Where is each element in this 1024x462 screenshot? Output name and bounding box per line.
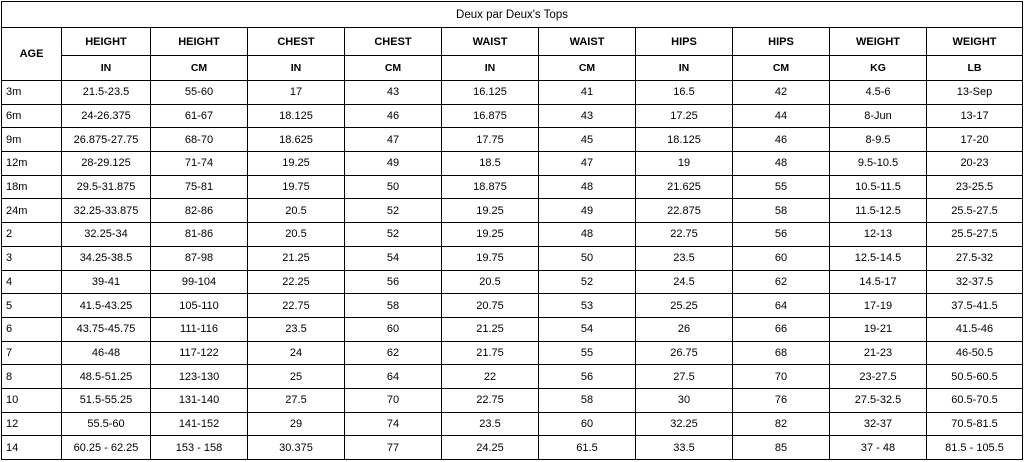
cell-age: 4 xyxy=(2,270,62,294)
cell-height-cm: 111-116 xyxy=(151,317,248,341)
table-row xyxy=(2,388,1023,412)
cell-weight-kg: 37 - 48 xyxy=(830,436,927,460)
cell-weight-kg: 8-9.5 xyxy=(830,128,927,152)
cell-hips-in: 23.5 xyxy=(636,246,733,270)
table-row xyxy=(2,270,1023,294)
table-row xyxy=(2,81,1023,105)
table-row xyxy=(2,294,1023,318)
cell-chest-cm: 56 xyxy=(345,270,442,294)
cell-waist-in: 19.25 xyxy=(442,223,539,247)
cell-waist-cm: 56 xyxy=(539,365,636,389)
cell-chest-cm: 70 xyxy=(345,388,442,412)
cell-chest-in: 29 xyxy=(248,412,345,436)
cell-chest-cm: 52 xyxy=(345,199,442,223)
header-label-weight-kg: WEIGHT xyxy=(830,28,927,56)
cell-weight-lb: 32-37.5 xyxy=(927,270,1023,294)
cell-weight-lb: 37.5-41.5 xyxy=(927,294,1023,318)
header-label-waist-cm: WAIST xyxy=(539,28,636,56)
size-rows xyxy=(2,81,1023,460)
title-row xyxy=(2,2,1023,28)
table-row xyxy=(2,152,1023,176)
cell-chest-cm: 64 xyxy=(345,365,442,389)
cell-hips-cm: 62 xyxy=(733,270,830,294)
cell-hips-cm: 82 xyxy=(733,412,830,436)
cell-weight-kg: 12.5-14.5 xyxy=(830,246,927,270)
cell-height-cm: 153 - 158 xyxy=(151,436,248,460)
cell-hips-in: 32.25 xyxy=(636,412,733,436)
cell-age: 10 xyxy=(2,388,62,412)
cell-waist-cm: 61.5 xyxy=(539,436,636,460)
cell-weight-kg: 27.5-32.5 xyxy=(830,388,927,412)
cell-waist-in: 16.875 xyxy=(442,104,539,128)
cell-chest-in: 22.25 xyxy=(248,270,345,294)
header-label-height-in: HEIGHT xyxy=(62,28,151,56)
cell-chest-in: 17 xyxy=(248,81,345,105)
header-unit-chest-cm: CM xyxy=(345,56,442,81)
cell-chest-in: 20.5 xyxy=(248,223,345,247)
cell-waist-in: 18.5 xyxy=(442,152,539,176)
cell-waist-cm: 50 xyxy=(539,246,636,270)
cell-height-cm: 123-130 xyxy=(151,365,248,389)
cell-hips-in: 18.125 xyxy=(636,128,733,152)
header-unit-hips-in: IN xyxy=(636,56,733,81)
cell-height-cm: 141-152 xyxy=(151,412,248,436)
header-label-height-cm: HEIGHT xyxy=(151,28,248,56)
cell-height-in: 32.25-33.875 xyxy=(62,199,151,223)
cell-waist-cm: 58 xyxy=(539,388,636,412)
table-row xyxy=(2,412,1023,436)
header-unit-waist-in: IN xyxy=(442,56,539,81)
cell-hips-in: 17.25 xyxy=(636,104,733,128)
cell-hips-in: 24.5 xyxy=(636,270,733,294)
table-row xyxy=(2,104,1023,128)
cell-hips-cm: 70 xyxy=(733,365,830,389)
header-label-hips-in: HIPS xyxy=(636,28,733,56)
cell-weight-kg: 4.5-6 xyxy=(830,81,927,105)
header-unit-hips-cm: CM xyxy=(733,56,830,81)
cell-waist-cm: 48 xyxy=(539,223,636,247)
cell-weight-lb: 41.5-46 xyxy=(927,317,1023,341)
cell-chest-cm: 60 xyxy=(345,317,442,341)
cell-hips-cm: 55 xyxy=(733,175,830,199)
cell-weight-lb: 25.5-27.5 xyxy=(927,223,1023,247)
header-unit-height-in: IN xyxy=(62,56,151,81)
cell-hips-cm: 66 xyxy=(733,317,830,341)
cell-waist-cm: 48 xyxy=(539,175,636,199)
table-row xyxy=(2,128,1023,152)
table-row xyxy=(2,175,1023,199)
header-label-chest-in: CHEST xyxy=(248,28,345,56)
table-row xyxy=(2,223,1023,247)
cell-age: 9m xyxy=(2,128,62,152)
cell-height-cm: 61-67 xyxy=(151,104,248,128)
cell-height-in: 29.5-31.875 xyxy=(62,175,151,199)
cell-weight-lb: 13-17 xyxy=(927,104,1023,128)
header-unit-waist-cm: CM xyxy=(539,56,636,81)
cell-weight-kg: 14.5-17 xyxy=(830,270,927,294)
cell-waist-in: 19.25 xyxy=(442,199,539,223)
cell-height-cm: 68-70 xyxy=(151,128,248,152)
cell-age: 24m xyxy=(2,199,62,223)
header-unit-weight-lb: LB xyxy=(927,56,1023,81)
cell-height-cm: 117-122 xyxy=(151,341,248,365)
cell-weight-lb: 17-20 xyxy=(927,128,1023,152)
cell-hips-cm: 64 xyxy=(733,294,830,318)
cell-weight-lb: 70.5-81.5 xyxy=(927,412,1023,436)
cell-age: 3 xyxy=(2,246,62,270)
table-row xyxy=(2,199,1023,223)
cell-age: 12m xyxy=(2,152,62,176)
cell-chest-cm: 50 xyxy=(345,175,442,199)
cell-height-in: 34.25-38.5 xyxy=(62,246,151,270)
header-label-chest-cm: CHEST xyxy=(345,28,442,56)
table-row xyxy=(2,246,1023,270)
cell-hips-cm: 58 xyxy=(733,199,830,223)
cell-chest-in: 18.625 xyxy=(248,128,345,152)
cell-waist-in: 22.75 xyxy=(442,388,539,412)
cell-waist-in: 20.75 xyxy=(442,294,539,318)
cell-waist-in: 23.5 xyxy=(442,412,539,436)
cell-hips-cm: 56 xyxy=(733,223,830,247)
cell-chest-cm: 54 xyxy=(345,246,442,270)
cell-chest-in: 30.375 xyxy=(248,436,345,460)
cell-waist-cm: 54 xyxy=(539,317,636,341)
cell-hips-in: 21.625 xyxy=(636,175,733,199)
cell-height-in: 28-29.125 xyxy=(62,152,151,176)
cell-hips-in: 22.75 xyxy=(636,223,733,247)
cell-height-cm: 131-140 xyxy=(151,388,248,412)
cell-weight-kg: 19-21 xyxy=(830,317,927,341)
cell-chest-in: 21.25 xyxy=(248,246,345,270)
cell-waist-in: 21.25 xyxy=(442,317,539,341)
cell-weight-lb: 27.5-32 xyxy=(927,246,1023,270)
cell-hips-in: 16.5 xyxy=(636,81,733,105)
cell-age: 14 xyxy=(2,436,62,460)
cell-chest-cm: 46 xyxy=(345,104,442,128)
cell-height-in: 43.75-45.75 xyxy=(62,317,151,341)
cell-chest-in: 18.125 xyxy=(248,104,345,128)
cell-height-in: 60.25 - 62.25 xyxy=(62,436,151,460)
cell-weight-kg: 32-37 xyxy=(830,412,927,436)
cell-waist-in: 22 xyxy=(442,365,539,389)
cell-hips-in: 25.25 xyxy=(636,294,733,318)
cell-waist-cm: 45 xyxy=(539,128,636,152)
cell-weight-lb: 60.5-70.5 xyxy=(927,388,1023,412)
cell-hips-cm: 60 xyxy=(733,246,830,270)
cell-chest-in: 19.25 xyxy=(248,152,345,176)
cell-waist-in: 21.75 xyxy=(442,341,539,365)
cell-height-in: 24-26.375 xyxy=(62,104,151,128)
cell-height-cm: 105-110 xyxy=(151,294,248,318)
cell-weight-kg: 17-19 xyxy=(830,294,927,318)
cell-height-cm: 71-74 xyxy=(151,152,248,176)
cell-waist-in: 19.75 xyxy=(442,246,539,270)
table-row xyxy=(2,436,1023,460)
cell-height-in: 39-41 xyxy=(62,270,151,294)
cell-chest-in: 22.75 xyxy=(248,294,345,318)
cell-hips-in: 33.5 xyxy=(636,436,733,460)
cell-waist-cm: 52 xyxy=(539,270,636,294)
cell-hips-cm: 44 xyxy=(733,104,830,128)
table-row xyxy=(2,341,1023,365)
header-unit-chest-in: IN xyxy=(248,56,345,81)
cell-age: 18m xyxy=(2,175,62,199)
table-row xyxy=(2,317,1023,341)
cell-height-in: 48.5-51.25 xyxy=(62,365,151,389)
cell-waist-cm: 41 xyxy=(539,81,636,105)
cell-waist-in: 16.125 xyxy=(442,81,539,105)
cell-age: 3m xyxy=(2,81,62,105)
cell-chest-in: 23.5 xyxy=(248,317,345,341)
cell-weight-lb: 50.5-60.5 xyxy=(927,365,1023,389)
cell-height-cm: 81-86 xyxy=(151,223,248,247)
cell-weight-kg: 10.5-11.5 xyxy=(830,175,927,199)
cell-weight-lb: 46-50.5 xyxy=(927,341,1023,365)
cell-height-cm: 82-86 xyxy=(151,199,248,223)
cell-hips-cm: 76 xyxy=(733,388,830,412)
cell-height-in: 41.5-43.25 xyxy=(62,294,151,318)
table-row xyxy=(2,365,1023,389)
cell-age: 2 xyxy=(2,223,62,247)
cell-chest-in: 25 xyxy=(248,365,345,389)
cell-hips-in: 27.5 xyxy=(636,365,733,389)
cell-height-in: 21.5-23.5 xyxy=(62,81,151,105)
cell-waist-cm: 47 xyxy=(539,152,636,176)
cell-height-cm: 87-98 xyxy=(151,246,248,270)
cell-weight-kg: 11.5-12.5 xyxy=(830,199,927,223)
header-unit-weight-kg: KG xyxy=(830,56,927,81)
cell-hips-in: 19 xyxy=(636,152,733,176)
cell-chest-in: 24 xyxy=(248,341,345,365)
cell-age: 5 xyxy=(2,294,62,318)
cell-waist-cm: 55 xyxy=(539,341,636,365)
header-unit-height-cm: CM xyxy=(151,56,248,81)
cell-chest-cm: 62 xyxy=(345,341,442,365)
cell-waist-in: 18.875 xyxy=(442,175,539,199)
cell-weight-lb: 20-23 xyxy=(927,152,1023,176)
cell-age: 8 xyxy=(2,365,62,389)
cell-age: 7 xyxy=(2,341,62,365)
cell-hips-cm: 48 xyxy=(733,152,830,176)
size-chart-table xyxy=(1,1,1023,460)
cell-hips-cm: 68 xyxy=(733,341,830,365)
cell-height-cm: 75-81 xyxy=(151,175,248,199)
cell-chest-in: 27.5 xyxy=(248,388,345,412)
cell-chest-cm: 43 xyxy=(345,81,442,105)
cell-height-in: 51.5-55.25 xyxy=(62,388,151,412)
cell-weight-kg: 21-23 xyxy=(830,341,927,365)
cell-weight-kg: 9.5-10.5 xyxy=(830,152,927,176)
cell-chest-cm: 58 xyxy=(345,294,442,318)
age-header: AGE xyxy=(2,28,62,81)
cell-age: 12 xyxy=(2,412,62,436)
cell-hips-cm: 42 xyxy=(733,81,830,105)
cell-hips-in: 26 xyxy=(636,317,733,341)
cell-chest-cm: 74 xyxy=(345,412,442,436)
cell-chest-in: 20.5 xyxy=(248,199,345,223)
cell-weight-lb: 81.5 - 105.5 xyxy=(927,436,1023,460)
cell-weight-kg: 23-27.5 xyxy=(830,365,927,389)
cell-weight-kg: 8-Jun xyxy=(830,104,927,128)
cell-weight-lb: 23-25.5 xyxy=(927,175,1023,199)
cell-hips-in: 26.75 xyxy=(636,341,733,365)
cell-hips-cm: 46 xyxy=(733,128,830,152)
cell-chest-in: 19.75 xyxy=(248,175,345,199)
cell-height-cm: 55-60 xyxy=(151,81,248,105)
cell-age: 6m xyxy=(2,104,62,128)
cell-weight-lb: 25.5-27.5 xyxy=(927,199,1023,223)
cell-height-cm: 99-104 xyxy=(151,270,248,294)
cell-chest-cm: 52 xyxy=(345,223,442,247)
cell-waist-cm: 43 xyxy=(539,104,636,128)
cell-height-in: 26.875-27.75 xyxy=(62,128,151,152)
cell-waist-in: 24.25 xyxy=(442,436,539,460)
header-labels-row xyxy=(2,28,1023,56)
cell-weight-lb: 13-Sep xyxy=(927,81,1023,105)
cell-waist-cm: 53 xyxy=(539,294,636,318)
cell-weight-kg: 12-13 xyxy=(830,223,927,247)
cell-chest-cm: 47 xyxy=(345,128,442,152)
cell-chest-cm: 49 xyxy=(345,152,442,176)
cell-waist-in: 17.75 xyxy=(442,128,539,152)
cell-chest-cm: 77 xyxy=(345,436,442,460)
cell-waist-in: 20.5 xyxy=(442,270,539,294)
cell-height-in: 32.25-34 xyxy=(62,223,151,247)
header-label-weight-lb: WEIGHT xyxy=(927,28,1023,56)
cell-age: 6 xyxy=(2,317,62,341)
cell-hips-cm: 85 xyxy=(733,436,830,460)
header-label-waist-in: WAIST xyxy=(442,28,539,56)
cell-height-in: 46-48 xyxy=(62,341,151,365)
cell-hips-in: 22.875 xyxy=(636,199,733,223)
cell-waist-cm: 60 xyxy=(539,412,636,436)
cell-height-in: 55.5-60 xyxy=(62,412,151,436)
cell-hips-in: 30 xyxy=(636,388,733,412)
cell-waist-cm: 49 xyxy=(539,199,636,223)
table-title: Deux par Deux's Tops xyxy=(2,2,1023,28)
header-units-row xyxy=(2,56,1023,81)
header-label-hips-cm: HIPS xyxy=(733,28,830,56)
